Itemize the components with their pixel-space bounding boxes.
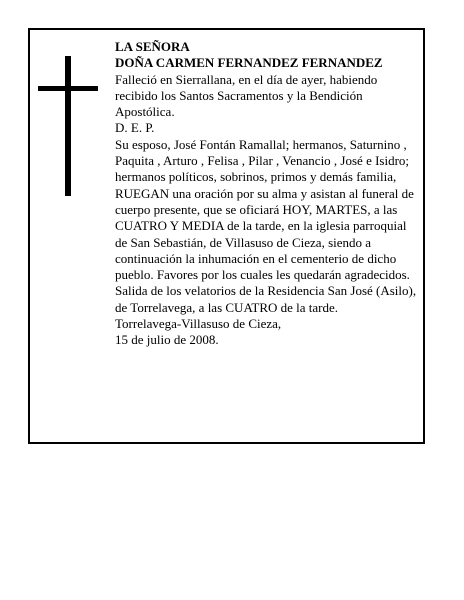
funeral-request-paragraph: RUEGAN una oración por su alma y asistan al funeral de cuerpo presente, que se oficiará HOY, MARTES, a las CUATRO Y MEDIA de la tarde, en la iglesia parroquial de San Sebastián, de Villasuso de Cieza, siendo a continuación la inhumación en el cementerio de dicho pueblo. Favores por los cuales les quedarán agradecidos. [115,185,414,283]
place-line: Torrelavega-Villasuso de Cieza, [115,316,282,332]
notice-heading: LA SEÑORA [115,39,190,54]
cross-icon [38,56,98,196]
obituary-text [115,39,420,349]
cross-horizontal-bar [38,86,98,91]
death-statement: Falleció en Sierrallana, en el día de ayer, habiendo recibido los Santos Sacramentos y la Bendición Apostólica. [115,71,378,120]
departure-paragraph: Salida de los velatorios de la Residencia San José (Asilo), de Torrelavega, a las CUATRO de la tarde. [115,283,417,315]
dep-line: D. E. P. [115,120,155,136]
date-line: 15 de julio de 2008. [115,332,219,348]
family-paragraph: Su esposo, José Fontán Ramallal; hermanos, Saturnino , Paquita , Arturo , Felisa , Pilar , Venancio , José e Isidro; hermanos políticos, sobrinos, primos y demás familia, [115,136,410,185]
deceased-name: DOÑA CARMEN FERNANDEZ FERNANDEZ [115,55,383,71]
cross-vertical-bar [65,56,71,196]
